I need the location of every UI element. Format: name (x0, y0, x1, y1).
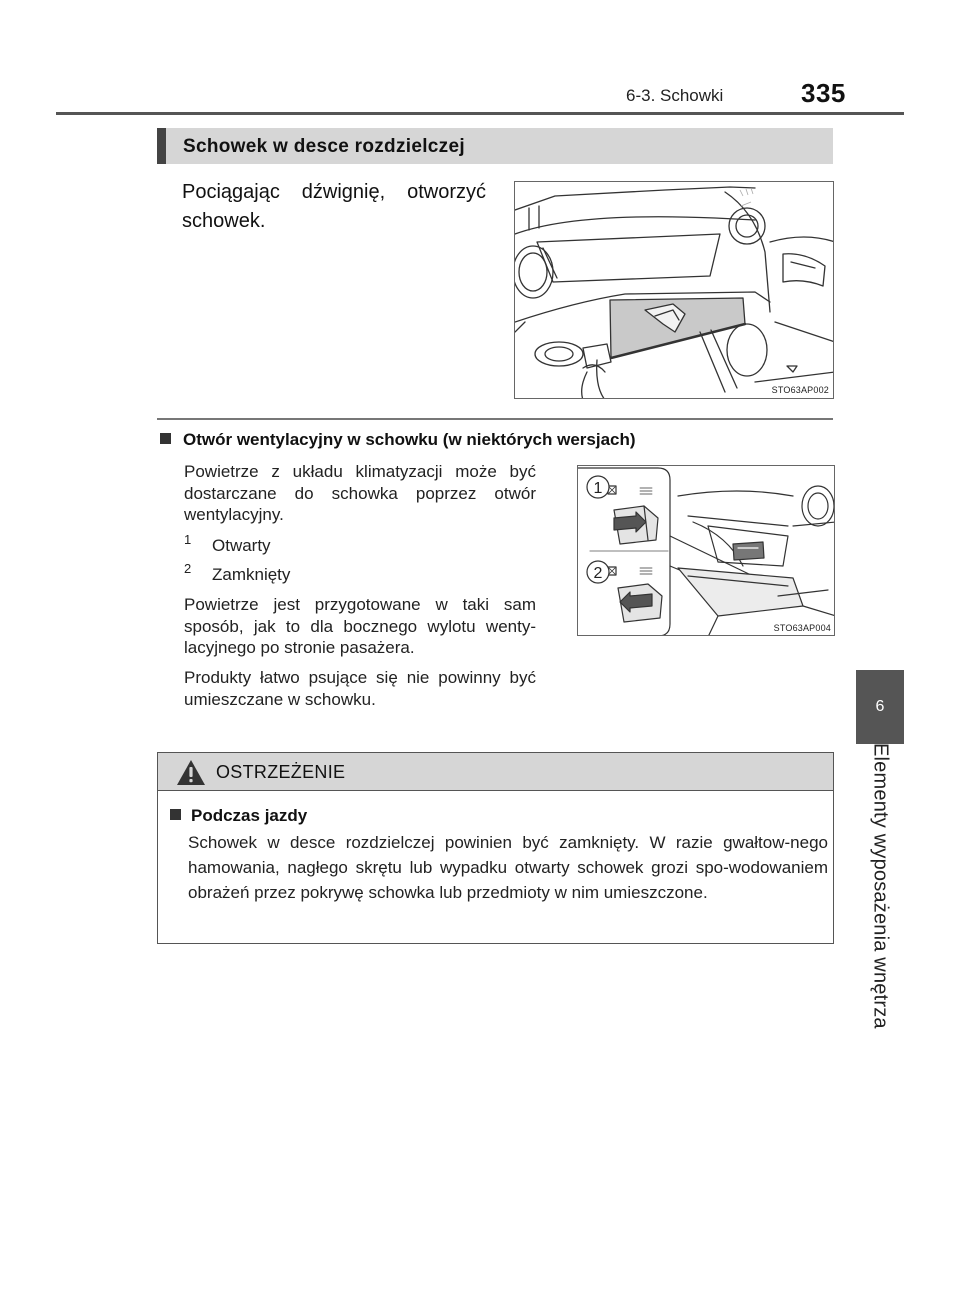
item-number: 1 (184, 532, 192, 547)
item-label: Otwarty (212, 536, 271, 555)
vent-paragraph-2: Powietrze jest przygotowane w taki sam sposób, jak to dla bocznego wylotu wenty-lacyjnego po stronie pasażera. (184, 595, 536, 657)
warning-subheading-text: Podczas jazdy (191, 806, 308, 825)
warning-header (158, 753, 833, 791)
item-number: 2 (184, 561, 192, 576)
figure-code: STO63AP002 (771, 385, 829, 395)
figure-code: STO63AP004 (773, 623, 831, 633)
section-title-bar (157, 128, 833, 164)
vent-heading (160, 430, 636, 450)
header-rule (56, 112, 904, 115)
figure-callout-1: 1 (593, 480, 603, 497)
vent-illustration (577, 465, 835, 636)
section-title: Schowek w desce rozdzielczej (183, 136, 465, 157)
glovebox-illustration (514, 181, 834, 399)
vent-heading-text: Otwór wentylacyjny w schowku (w niektórych wersjach) (183, 430, 636, 449)
figure-callout-2: 2 (593, 565, 603, 582)
chapter-tab (856, 670, 904, 744)
warning-triangle-icon (176, 759, 206, 786)
vent-paragraph-1: Powietrze z układu klimatyzacji może być dostarczane do schowka poprzez otwór wentylacyjny. (184, 462, 536, 524)
item-label: Zamknięty (212, 565, 291, 584)
warning-text: Schowek w desce rozdzielczej powinien być zamknięty. W razie gwałtow-nego hamowania, nagłego skrętu lub wypadku otwarty schowek grozi spo-wodowaniem obrażeń przez pokrywę schowka lub przedmioty w nim umieszczone. (188, 833, 828, 902)
page-number: 335 (801, 78, 846, 108)
warning-box (157, 752, 834, 944)
warning-subheading (170, 806, 307, 826)
warning-title: OSTRZEŻENIE (216, 762, 346, 782)
section-divider (157, 418, 833, 420)
square-bullet-icon (170, 809, 181, 820)
section-title-marker (157, 128, 166, 164)
glovebox-intro: Pociągając dźwignię, otworzyć schowek. (182, 181, 486, 232)
square-bullet-icon (160, 433, 171, 444)
vent-paragraph-3: Produkty łatwo psujące się nie powinny być umieszczane w schowku. (184, 668, 536, 709)
chapter-title-vertical (860, 742, 900, 1029)
chapter-number: 6 (875, 698, 885, 715)
running-header-section: 6-3. Schowki (626, 86, 724, 105)
chapter-title: Elementy wyposażenia wnętrza (869, 742, 892, 1029)
glovebox-drawing (515, 182, 834, 399)
vent-drawing (578, 466, 835, 636)
